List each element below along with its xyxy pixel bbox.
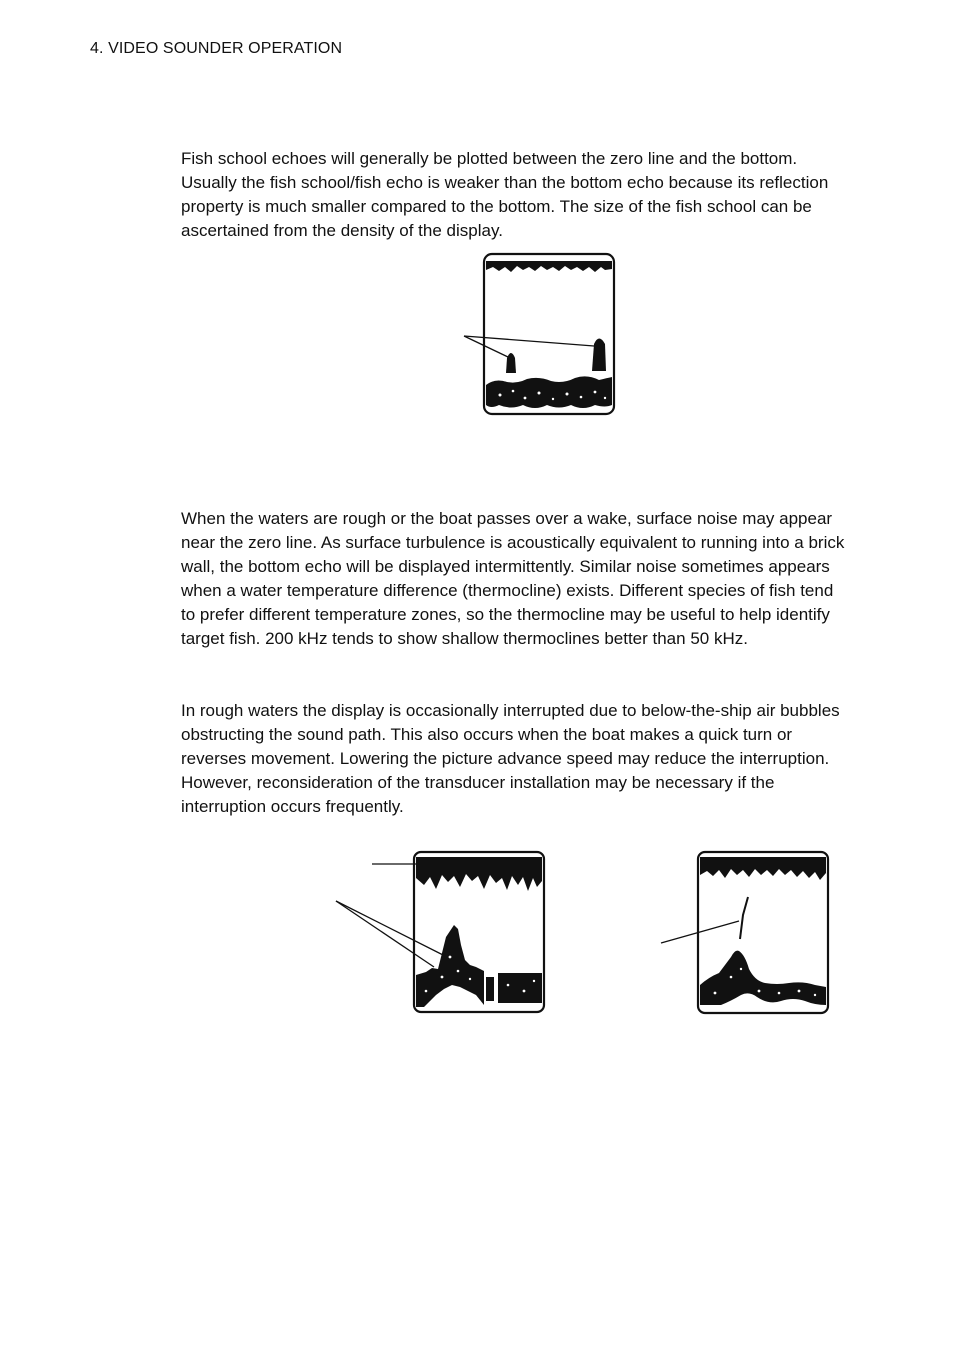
- air-bubbles-paragraph: In rough waters the display is occasionally interrupted due to below-the-ship air bubbles obstructing the sound path. This also occurs when the boat makes a quick turn or reverses movement. Lowering the picture advance speed may reduce the interruption. However, reconsideration of the transducer installation may be necessary if the interruption occurs frequently.: [181, 701, 840, 816]
- echogram-fish-school-icon: [455, 245, 625, 420]
- echogram-surface-noise-icon: [330, 845, 555, 1020]
- section-header: 4. VIDEO SOUNDER OPERATION: [90, 40, 343, 57]
- echogram-thermocline-icon: [655, 845, 840, 1020]
- bottom-echo-segment: [498, 973, 542, 1003]
- surface-noise-paragraph: When the waters are rough or the boat passes over a wake, surface noise may appear near the zero line. As surface turbulence is acoustically equivalent to running into a brick wall, the bottom echo will be displayed intermittently. Similar noise sometimes appears when a water temperature difference (thermocline) exists. Different species of fish tend to prefer different temperature zones, so the thermocline may be useful to help identify target fish. 200 kHz tends to show shallow thermoclines better than 50 kHz.: [181, 509, 845, 648]
- bottom-echo-segment: [486, 977, 494, 1001]
- fish-school-paragraph: Fish school echoes will generally be plotted between the zero line and the bottom. Usually the fish school/fish echo is weaker than the bottom echo because its reflection property is much smaller compared to the bottom. The size of the fish school can be ascertained from the density of the display.: [181, 149, 829, 240]
